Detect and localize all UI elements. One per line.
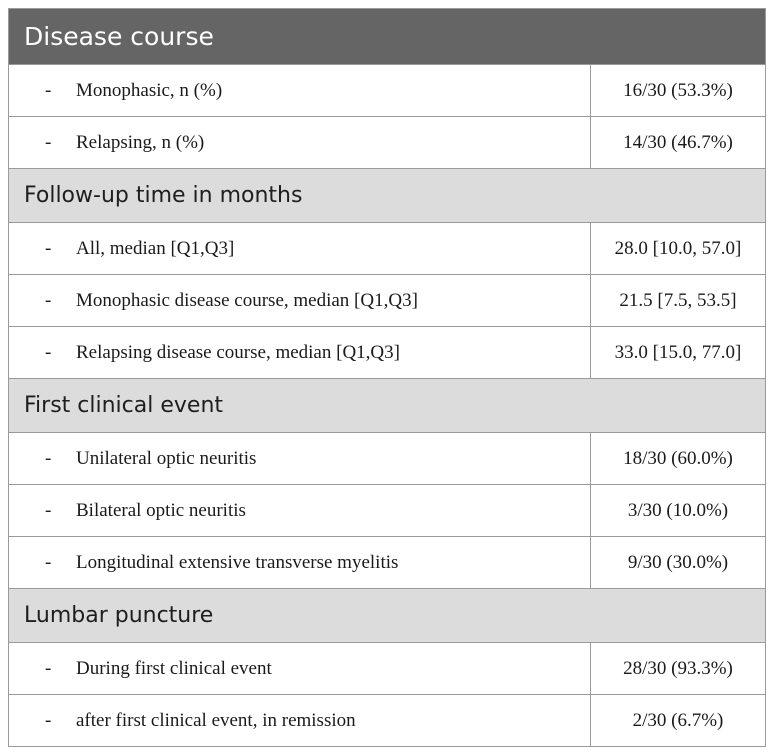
table-row [9, 433, 766, 485]
bullet-dash: - [45, 341, 52, 363]
table-row [9, 537, 766, 589]
row-value: 28/30 (93.3%) [591, 643, 766, 695]
table-row [9, 65, 766, 117]
row-label-cell [9, 117, 591, 169]
row-label: Relapsing, n (%) [76, 131, 205, 153]
row-value: 16/30 (53.3%) [591, 65, 766, 117]
row-label-cell [9, 223, 591, 275]
row-label-cell [9, 643, 591, 695]
row-value: 2/30 (6.7%) [591, 695, 766, 747]
row-label: Unilateral optic neuritis [76, 447, 257, 469]
section-header-follow-up [9, 169, 766, 223]
clinical-characteristics-table [8, 8, 766, 747]
bullet-dash: - [45, 289, 52, 311]
row-label-cell [9, 65, 591, 117]
row-label-cell [9, 275, 591, 327]
section-title: Lumbar puncture [9, 589, 766, 643]
row-value: 9/30 (30.0%) [591, 537, 766, 589]
section-header-disease-course [9, 9, 766, 65]
row-value: 28.0 [10.0, 57.0] [591, 223, 766, 275]
bullet-dash: - [45, 551, 52, 573]
table-row [9, 643, 766, 695]
table-row [9, 117, 766, 169]
row-label: Monophasic, n (%) [76, 79, 223, 101]
row-label: Longitudinal extensive transverse myelitis [76, 551, 399, 573]
table-row [9, 275, 766, 327]
row-label: after first clinical event, in remission [76, 709, 356, 731]
section-header-first-clinical-event [9, 379, 766, 433]
row-label-cell [9, 485, 591, 537]
row-label-cell [9, 327, 591, 379]
row-value: 21.5 [7.5, 53.5] [591, 275, 766, 327]
bullet-dash: - [45, 499, 52, 521]
bullet-dash: - [45, 657, 52, 679]
bullet-dash: - [45, 237, 52, 259]
bullet-dash: - [45, 709, 52, 731]
section-header-lumbar-puncture [9, 589, 766, 643]
table-row [9, 327, 766, 379]
row-value: 33.0 [15.0, 77.0] [591, 327, 766, 379]
section-title: First clinical event [9, 379, 766, 433]
bullet-dash: - [45, 79, 52, 101]
bullet-dash: - [45, 131, 52, 153]
row-value: 18/30 (60.0%) [591, 433, 766, 485]
table-row [9, 695, 766, 747]
section-title: Disease course [9, 9, 766, 65]
row-value: 3/30 (10.0%) [591, 485, 766, 537]
row-label: Relapsing disease course, median [Q1,Q3] [76, 341, 400, 363]
bullet-dash: - [45, 447, 52, 469]
row-value: 14/30 (46.7%) [591, 117, 766, 169]
row-label: Bilateral optic neuritis [76, 499, 246, 521]
row-label-cell [9, 695, 591, 747]
row-label: Monophasic disease course, median [Q1,Q3] [76, 289, 418, 311]
row-label: During first clinical event [76, 657, 272, 679]
table-row [9, 485, 766, 537]
row-label-cell [9, 537, 591, 589]
row-label-cell [9, 433, 591, 485]
section-title: Follow-up time in months [9, 169, 766, 223]
row-label: All, median [Q1,Q3] [76, 237, 235, 259]
table-row [9, 223, 766, 275]
